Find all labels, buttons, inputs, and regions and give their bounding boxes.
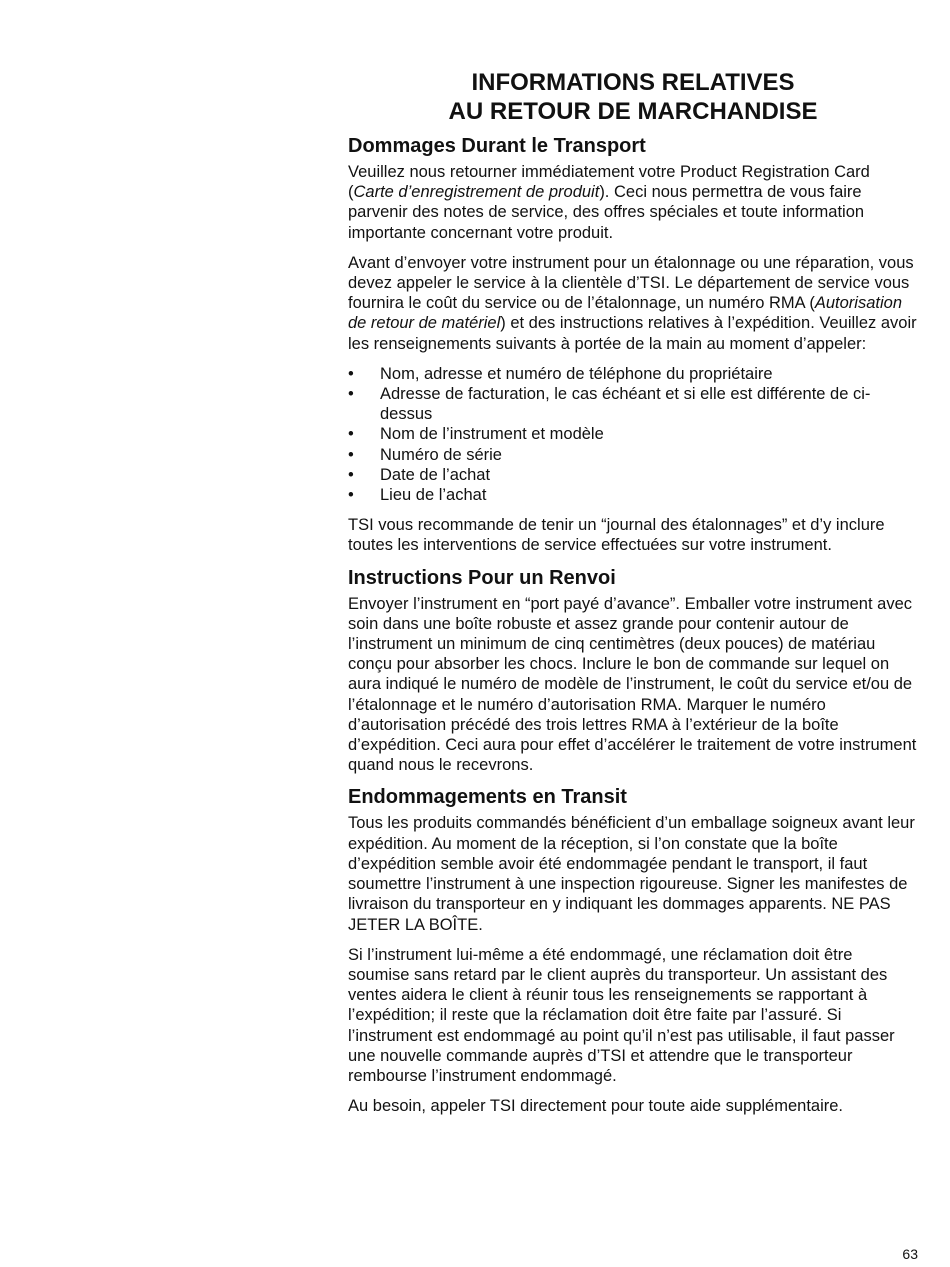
registration-text-italic: Carte d’enregistrement de produit xyxy=(353,183,600,202)
list-item-text: Lieu de l’achat xyxy=(380,486,487,505)
page-title-line2: AU RETOUR DE MARCHANDISE xyxy=(448,98,818,125)
page-title xyxy=(348,68,918,126)
paragraph-damage-claim: Si l’instrument lui-même a été endommagé, une réclamation doit être soumise sans retard par le client auprès du transporteur. Un assistant des ventes aidera le client à réunir tous les renseignements se rapportant à l’expédition; il reste que la réclamation doit être faite par l’assuré. Si l’instrument est endommagé au point qu’il n’est pas utilisable, il faut passer une nouvelle commande auprès d’TSI et attendre que le transporteur rembourse l’instrument endommagé. xyxy=(348,945,895,1085)
list-item-text: Nom, adresse et numéro de téléphone du propriétaire xyxy=(380,364,773,383)
paragraph-transit-inspection: Tous les produits commandés bénéficient d’un emballage soigneux avant leur expédition. Au moment de la réception, si l’on constate que la boîte d’expédition semble avoir été endommagée pendant le transport, il faut soumettre l’instrument à une inspection rigoureuse. Signer les manifestes de livraison du transporteur en y indiquant les dommages apparents. NE PAS JETER LA BOÎTE. xyxy=(348,814,915,934)
paragraph-return-instructions: Envoyer l’instrument en “port payé d’avance”. Emballer votre instrument avec soin dans une boîte robuste et assez grande pour contenir autour de l’instrument un minimum de cinq centimètres (deux pouces) de matériau conçu pour absorber les chocs. Inclure le bon de commande sur lequel on aura indiqué le numéro de modèle de l’instrument, le coût du service et/ou de l’étalonnage et le numéro d’autorisation RMA. Marquer le numéro d’autorisation précédé des trois lettres RMA à l’extérieur de la boîte d’expédition. Ceci aura pour effet d’accélérer le traitement de votre instrument quand nous le recevrons. xyxy=(348,594,917,775)
paragraph-calibration-log: TSI vous recommande de tenir un “journal des étalonnages” et d’y inclure toutes les interventions de service effectuées sur votre instrument. xyxy=(348,516,885,555)
list-item xyxy=(348,485,918,505)
list-item xyxy=(348,445,918,465)
section-heading-transit-damage: Endommagements en Transit xyxy=(348,786,627,809)
paragraph-registration-card xyxy=(348,162,918,243)
paragraph-before-shipping xyxy=(348,253,918,354)
before-shipping-text-italic: Autorisation de retour de matériel xyxy=(348,294,902,333)
list-item xyxy=(348,465,918,485)
bullet-icon: • xyxy=(348,385,354,404)
registration-text-b: ). Ceci nous permettra de vous faire parvenir des notes de service, des offres spéciales et toute information importante concernant votre produit. xyxy=(348,183,865,242)
before-shipping-text-a: Avant d’envoyer votre instrument pour un étalonnage ou une réparation, vous devez appeler le service à la clientèle d’TSI. Le département de service vous fournira le coût du service ou de l’étalonnage, un numéro RMA ( xyxy=(348,253,914,313)
list-item xyxy=(348,364,918,384)
list-item xyxy=(348,424,918,444)
section-heading-transport-damage: Dommages Durant le Transport xyxy=(348,135,646,157)
list-item-text: Numéro de série xyxy=(380,445,502,464)
list-item xyxy=(348,384,918,424)
bullet-icon: • xyxy=(348,445,354,464)
page-number: 63 xyxy=(902,1246,918,1262)
list-item-text: Adresse de facturation, le cas échéant et si elle est différente de ci-dessus xyxy=(380,385,871,424)
section-heading-return-instructions: Instructions Pour un Renvoi xyxy=(348,566,616,589)
list-item-text: Nom de l’instrument et modèle xyxy=(380,425,604,444)
bullet-icon: • xyxy=(348,465,354,484)
before-shipping-text-b: ) et des instructions relatives à l’expédition. Veuillez avoir les renseignements suivants à portée de la main au moment d’appeler: xyxy=(348,314,917,353)
registration-text-a: Veuillez nous retourner immédiatement votre Product Registration Card ( xyxy=(348,163,870,202)
bullet-icon: • xyxy=(348,486,354,505)
paragraph-contact-tsi: Au besoin, appeler TSI directement pour toute aide supplémentaire. xyxy=(348,1097,843,1116)
main-column xyxy=(348,68,918,1126)
bullet-icon: • xyxy=(348,364,354,383)
list-item-text: Date de l’achat xyxy=(380,465,491,484)
page-title-line1: INFORMATIONS RELATIVES xyxy=(471,69,795,96)
required-info-list xyxy=(348,364,918,505)
bullet-icon: • xyxy=(348,425,354,444)
